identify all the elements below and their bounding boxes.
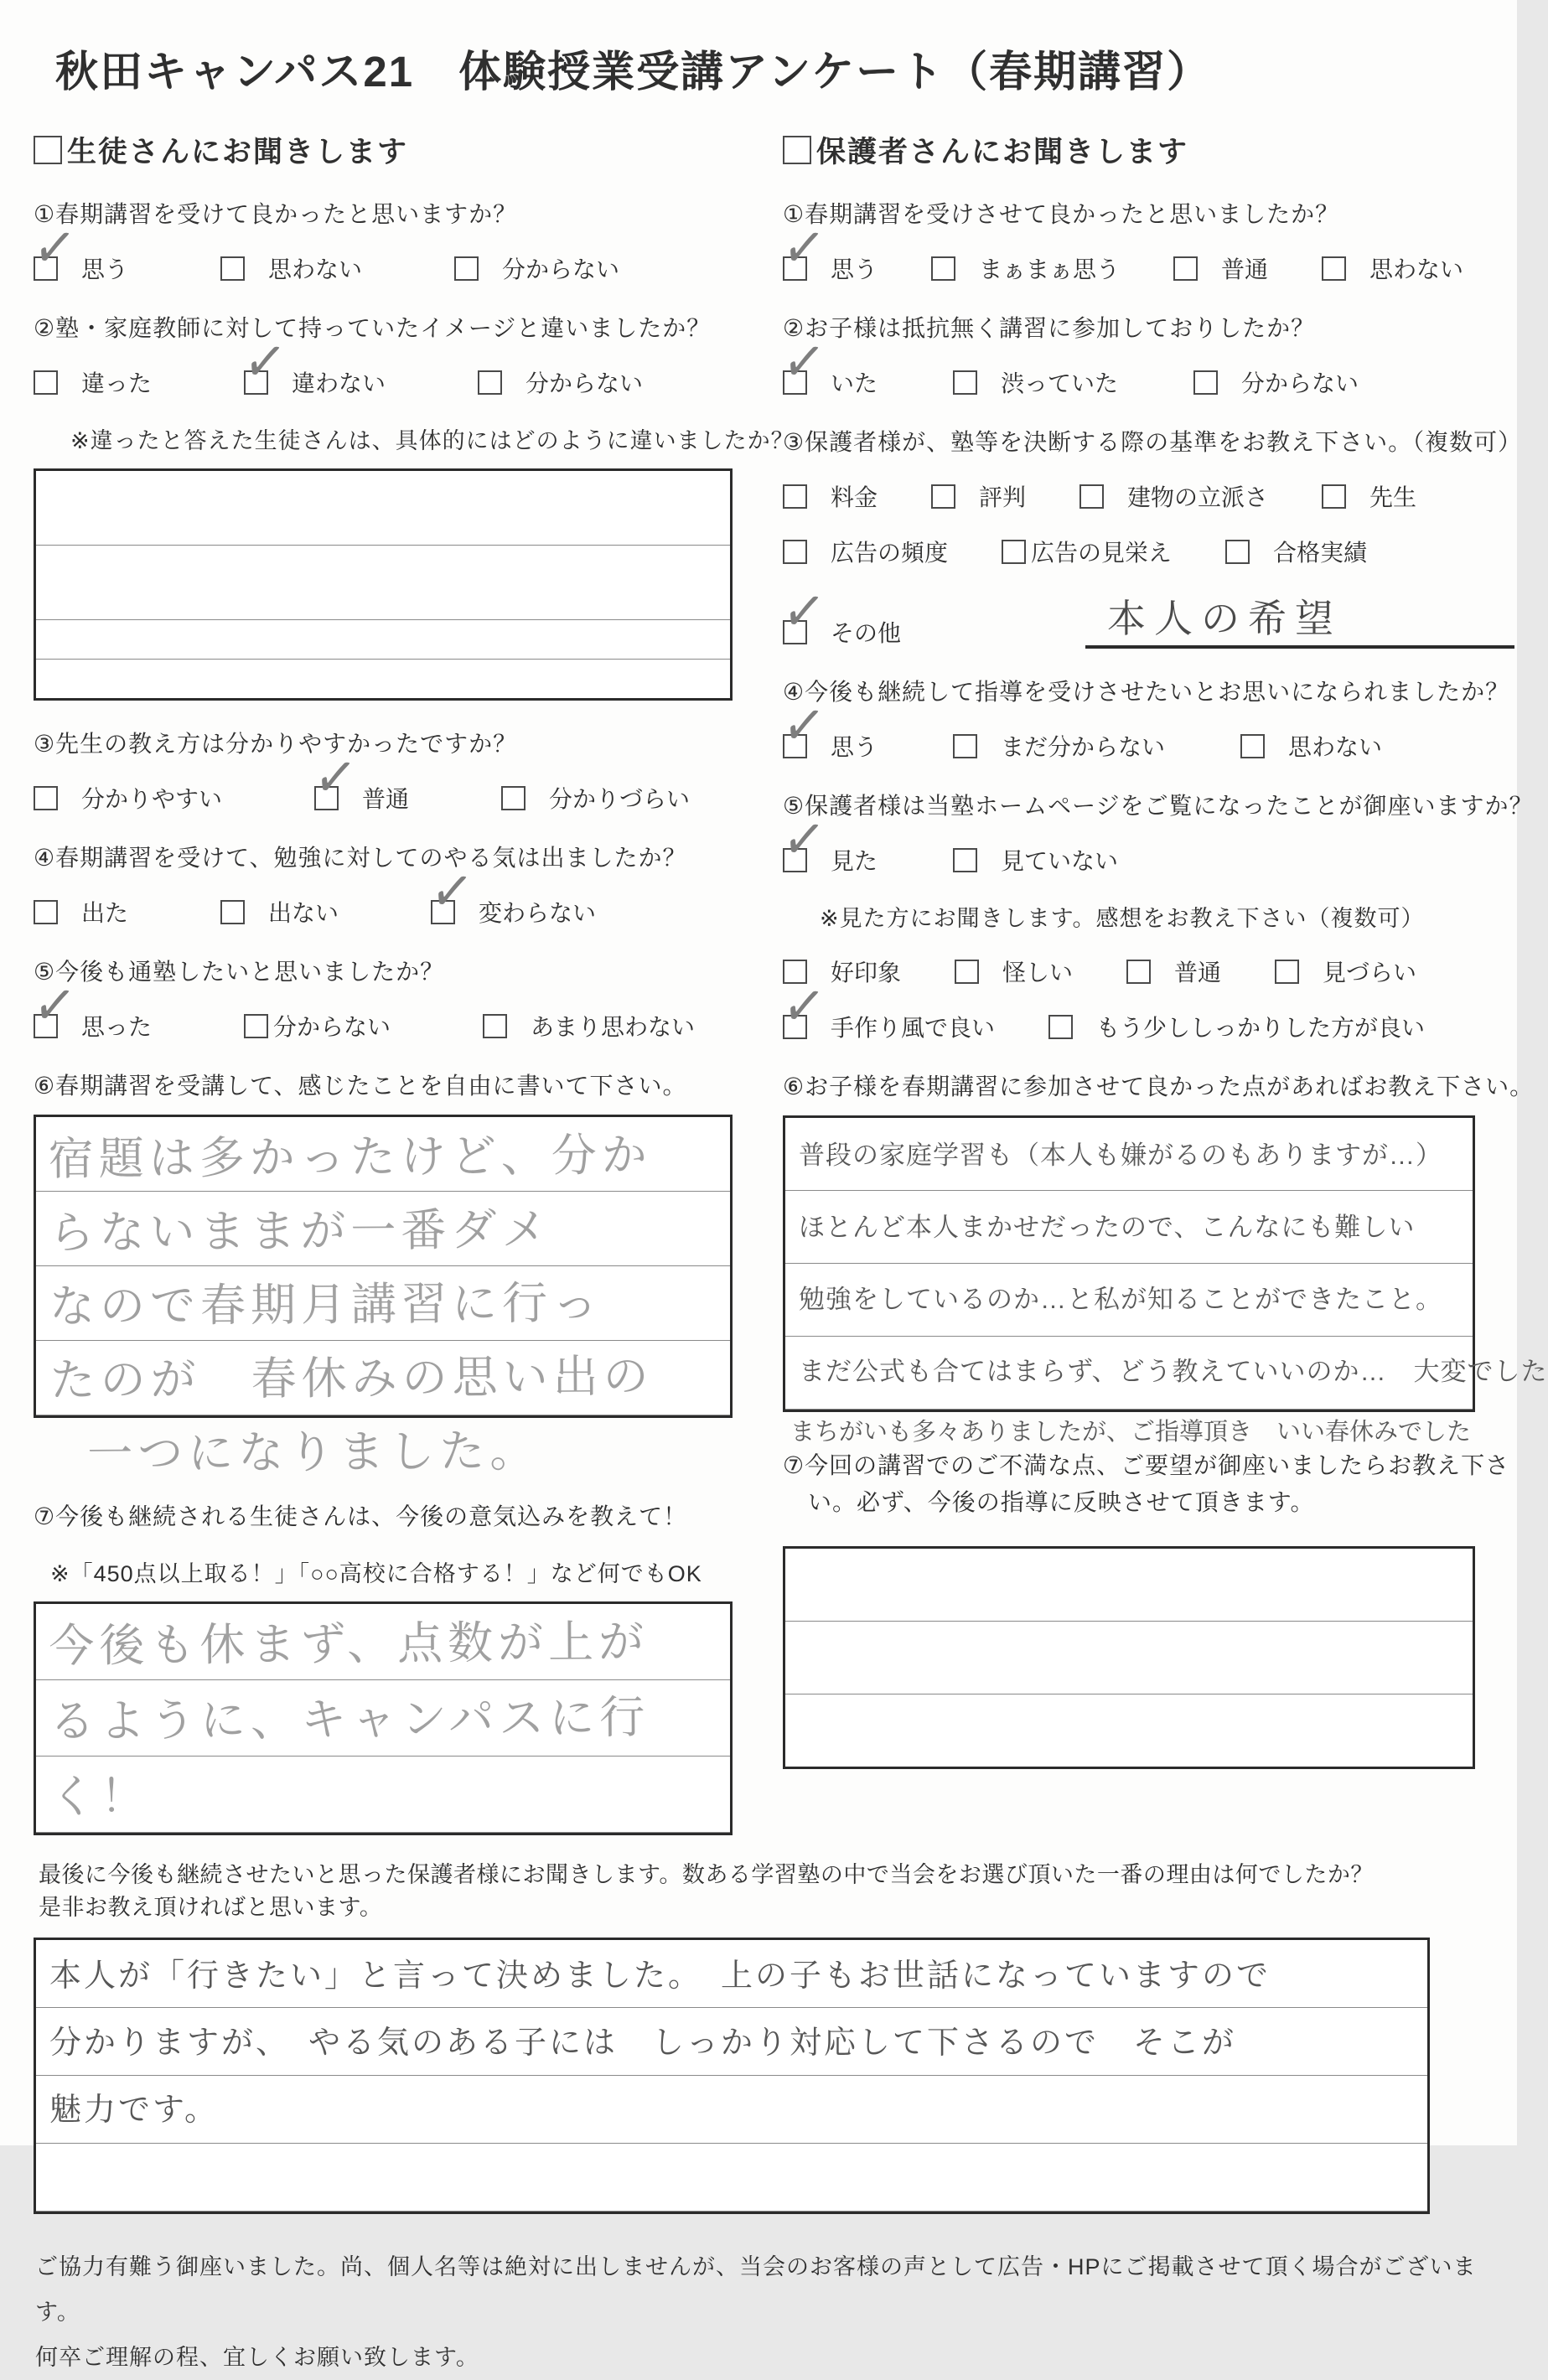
checkbox[interactable] [34,900,58,924]
student-q2-detail-box[interactable] [34,468,733,701]
checkbox[interactable] [34,256,58,281]
option-label: 広告の頻度 [831,540,949,566]
option-label: 分かりやすい [81,786,223,812]
option[interactable] [1079,479,1268,513]
ruled-row [36,660,730,698]
option-other[interactable] [783,615,901,649]
other-answer-handwriting: 本人の希望 [1107,597,1343,640]
parent-q6-handwriting-overflow: まちがいも多々ありましたが、ご指導頂き いい春休みでした [790,1419,1472,1446]
other-answer-line[interactable] [1085,588,1514,649]
option[interactable] [483,1009,695,1043]
option-label: いた [831,370,878,396]
handwriting-line: ほとんど本人まかせだったので、こんなにも難しい [799,1213,1416,1242]
option-label: 評判 [979,484,1027,510]
checkbox[interactable] [431,900,455,924]
handwriting-line: 一つになりました。 [87,1425,541,1480]
option[interactable] [34,1009,152,1043]
option-label: 分からない [1241,370,1359,396]
ruled-row [36,1604,730,1680]
student-q5-options [34,1009,746,1043]
checkbox[interactable] [34,786,58,810]
ruled-row [785,1622,1473,1694]
option-label: 思う [81,256,129,282]
ruled-row [785,1118,1473,1191]
option[interactable] [783,365,878,399]
option-label: 怪しい [1002,960,1074,986]
ruled-row [36,1757,730,1833]
checkbox[interactable] [783,484,807,509]
option[interactable] [501,781,690,815]
option-label: 思った [81,1014,153,1040]
option[interactable] [931,251,1120,285]
option[interactable] [953,729,1165,763]
student-q6-answer-box[interactable] [34,1115,733,1480]
option-label: 分かりづらい [549,786,691,812]
option-label: 思わない [1369,256,1464,282]
option[interactable] [314,781,409,815]
checkbox[interactable] [783,848,807,872]
checkbox[interactable] [34,370,58,395]
option[interactable] [478,365,643,399]
handwriting-line: まだ公式も合てはまらず、どう教えていいのか… 大変でした [799,1357,1548,1386]
student-q2-note: ※違ったと答えた生徒さんは、具体的にはどのように違いましたか？ [70,428,795,453]
parent-q7-text-line2: い。必ず、今後の指導に反映させて頂きます。 [808,1489,1315,1515]
option-label: 出ない [268,900,339,926]
ruled-row [36,471,730,546]
option-label: もう少ししっかりした方が良い [1096,1015,1426,1041]
final-question-line2: 是非お教え頂ければと思います。 [39,1895,383,1920]
parent-q2-text: ②お子様は抵抗無く講習に参加しておりしたか？ [783,315,1316,341]
option-label: まだ分からない [1001,734,1166,760]
two-column-layout [34,124,1548,1835]
final-question-line1: 最後に今後も継続させたいと思った保護者様にお聞きします。数ある学習塾の中で当会をお選び頂いた一番の理由は何でしたか？ [39,1862,1374,1887]
option[interactable] [955,955,1073,988]
option-label: 先生 [1369,484,1417,510]
checkbox[interactable] [953,734,977,758]
ruled-row [785,1191,1473,1264]
option[interactable] [1173,251,1268,285]
ruled-row [36,620,730,660]
checkbox[interactable] [783,620,807,644]
ruled-row [785,1337,1473,1410]
parent-q6-answer-box[interactable] [783,1115,1548,1446]
option-label: 思う [831,734,878,760]
checkbox[interactable] [931,256,955,281]
checkbox[interactable] [955,960,979,984]
ruled-row [36,2008,1427,2076]
option-label: 見づらい [1323,960,1417,986]
final-answer-box[interactable] [34,1938,1430,2214]
student-q2-text: ②塾・家庭教師に対して持っていたイメージと違いましたか？ [34,315,712,341]
student-q4-text: ④春期講習を受けて、勉強に対してのやる気は出ましたか？ [34,845,687,871]
checkbox[interactable] [1275,960,1299,984]
checkbox[interactable] [1048,1015,1073,1039]
handwriting-line: く！ [49,1771,151,1823]
option-label: 分からない [273,1014,391,1040]
handwriting-line: 本人が「行きたい」と言って決めました。 上の子もお世話になっていますので [49,1958,1271,1994]
student-q7-note: ※「450点以上取る！」「○○高校に合格する！」など何でもOK [50,1561,702,1586]
ruled-row [785,1549,1473,1622]
checkbox[interactable] [1240,734,1265,758]
parent-section-header [783,129,1492,171]
option-label: 普通 [1174,960,1222,986]
form-title: 秋田キャンパス21 体験授業受講アンケート（春期講習） [55,48,1212,96]
ruled-row [36,1266,730,1341]
checkbox[interactable] [454,256,479,281]
checkbox[interactable] [783,540,807,564]
checkbox[interactable] [953,848,977,872]
parent-q6-text: ⑥お子様を春期講習に参加させて良かった点があればお教え下さい。 [783,1074,1535,1099]
checkbox[interactable] [783,1015,807,1039]
parent-q3-text: ③保護者様が、塾等を決断する際の基準をお教え下さい。（複数可） [783,429,1523,455]
option[interactable] [1275,955,1416,988]
ruled-row [36,546,730,620]
option-label: 好印象 [831,960,902,986]
parent-q5-row2 [783,1010,1492,1043]
check-mark-icon [778,571,830,652]
option[interactable] [1225,535,1367,568]
parent-q3-row2 [783,535,1492,568]
option-label: 普通 [1221,256,1269,282]
option-label: あまり思わない [531,1014,696,1040]
ruled-row [36,1940,1427,2008]
option-label: 思わない [1288,734,1383,760]
checkbox[interactable] [1002,540,1026,564]
option[interactable] [931,479,1026,513]
option-label: 思わない [268,256,363,282]
checkbox[interactable] [1079,484,1104,509]
checkbox[interactable] [483,1014,507,1038]
parent-q3-row1 [783,479,1492,513]
student-q4-options [34,895,746,929]
checkbox[interactable] [220,256,245,281]
ruled-row [785,1264,1473,1337]
student-q7-answer-box[interactable] [34,1601,733,1835]
parent-q1-text: ①春期講習を受けさせて良かったと思いましたか？ [783,201,1340,227]
option[interactable] [34,365,152,399]
option[interactable] [220,895,339,929]
option[interactable] [783,535,948,568]
ruled-row [36,2144,1427,2212]
checkbox[interactable] [244,1014,268,1038]
option-label: 合格実績 [1273,540,1368,566]
ruled-row [36,1192,730,1266]
closing-line2: 何卒ご理解の程、宜しくお願い致します。 [35,2345,479,2370]
ruled-row [785,1694,1473,1767]
checkbox[interactable] [1126,960,1151,984]
parent-q4-options [783,729,1492,763]
checkbox[interactable] [1322,256,1346,281]
checkbox[interactable] [501,786,525,810]
parent-q5-note: ※見た方にお聞きします。感想をお教え下さい（複数可） [820,906,1425,931]
option-label: 渋っていた [1001,370,1119,396]
option-label: 出た [81,900,129,926]
checkbox[interactable] [783,734,807,758]
checkbox[interactable] [34,136,62,164]
handwriting-line: 魅力です。 [49,2093,219,2128]
option-label: 違った [81,370,153,396]
option[interactable] [1048,1010,1425,1043]
parent-section-title: 保護者さんにお聞きします [816,136,1189,168]
option-label: 見た [831,848,878,874]
option[interactable] [953,365,1118,399]
option[interactable] [783,251,878,285]
ruled-row [36,1341,730,1415]
checkbox[interactable] [244,370,268,395]
checkbox[interactable] [314,786,339,810]
option-label: 分からない [502,256,620,282]
ruled-row [36,1117,730,1192]
option[interactable] [783,729,878,763]
option-label: 分からない [525,370,644,396]
option-label: 手作り風で良い [831,1015,996,1041]
student-q1-options [34,251,746,285]
option[interactable] [244,1009,391,1043]
option-label: 広告の見栄え [1031,540,1173,566]
option-label: 違わない [292,370,386,396]
student-q1-text: ①春期講習を受けて良かったと思いますか？ [34,201,518,227]
checkbox[interactable] [783,960,807,984]
option-label: その他 [831,620,902,646]
option[interactable] [783,955,901,988]
parent-q3-other-row [783,588,1492,649]
option[interactable] [1322,479,1416,513]
option[interactable] [783,1010,995,1043]
option-label: まぁまぁ思う [979,256,1121,282]
parent-q4-text: ④今後も継続して指導を受けさせたいとお思いになられましたか？ [783,679,1510,705]
student-q2-options [34,365,746,399]
handwriting-line: 勉強をしているのか…と私が知ることができたこと。 [799,1285,1442,1314]
checkbox[interactable] [783,256,807,281]
option-label: 建物の立派さ [1127,484,1269,510]
option[interactable] [454,251,619,285]
closing-line1: ご協力有難う御座いました。尚、個人名等は絶対に出しませんが、当会のお客様の声として広告・HPにご掲載させて頂く場合がございます。 [35,2254,1477,2325]
ruled-row [36,1680,730,1757]
final-question-intro [39,1859,1492,1924]
handwriting-line: 今後も休まず、点数が上が [49,1617,650,1672]
handwriting-line: るように、キャンパスに行 [49,1692,650,1747]
parent-q5-text: ⑤保護者様は当塾ホームページをご覧になったことが御座いますか？ [783,793,1534,819]
checkbox[interactable] [783,136,811,164]
option-label: 見ていない [1001,848,1119,874]
student-q7-text: ⑦今後も継続される生徒さんは、今後の意気込みを教えて！ [34,1503,688,1529]
handwriting-line: たのが 春休みの思い出の [49,1351,654,1406]
parent-q5-row1 [783,955,1492,988]
option-label: 思う [831,256,878,282]
student-q3-options [34,781,746,815]
option[interactable] [34,781,222,815]
checkbox[interactable] [1322,484,1346,509]
option[interactable] [1126,955,1221,988]
handwriting-line: 普段の家庭学習も（本人も嫌がるのもありますが…） [799,1141,1442,1170]
handwriting-line: らないままが一番ダメ [49,1204,552,1259]
option[interactable] [783,479,878,513]
option[interactable] [34,895,128,929]
checkbox[interactable] [220,900,245,924]
option[interactable] [220,251,362,285]
checkbox[interactable] [34,1014,58,1038]
checkbox[interactable] [1225,540,1250,564]
option[interactable] [953,843,1118,877]
option-label: 料金 [831,484,878,510]
option[interactable] [34,251,128,285]
handwriting-line: 分かりますが、 やる気のある子には しっかり対応して下さるので そこが [49,2026,1237,2061]
checkbox[interactable] [478,370,502,395]
student-column [34,124,795,1835]
parent-column [746,124,1548,1835]
option[interactable] [1322,251,1463,285]
student-section-header [34,129,746,171]
option-label: 普通 [362,786,410,812]
checkbox[interactable] [783,370,807,395]
checkbox[interactable] [953,370,977,395]
option[interactable] [783,843,878,877]
option[interactable] [1193,365,1359,399]
parent-q2-options [783,365,1492,399]
student-q3-text: ③先生の教え方は分かりやすかったですか？ [34,731,518,757]
option-label: 変わらない [479,900,597,926]
option[interactable] [1240,729,1382,763]
checkbox[interactable] [931,484,955,509]
parent-q1-options [783,251,1492,285]
student-q5-text: ⑤今後も通塾したいと思いましたか？ [34,959,445,985]
parent-q7-text-line1: ⑦今回の講習でのご不満な点、ご要望が御座いましたらお教え下さ [783,1452,1510,1478]
student-section-title: 生徒さんにお聞きします [67,136,409,168]
parent-q7-answer-box[interactable] [783,1546,1475,1769]
option[interactable] [1002,535,1172,568]
handwriting-line: 宿題は多かったけど、分か [48,1130,652,1185]
option[interactable] [244,365,386,399]
parent-q5-options [783,843,1492,877]
handwriting-line: なので春期月講習に行っ [49,1277,603,1332]
ruled-row [36,2076,1427,2144]
checkbox[interactable] [1173,256,1198,281]
option[interactable] [431,895,596,929]
student-q6-text: ⑥春期講習を受講して、感じたことを自由に書いて下さい。 [34,1073,687,1099]
closing-note [35,2244,1492,2380]
checkbox[interactable] [1193,370,1218,395]
